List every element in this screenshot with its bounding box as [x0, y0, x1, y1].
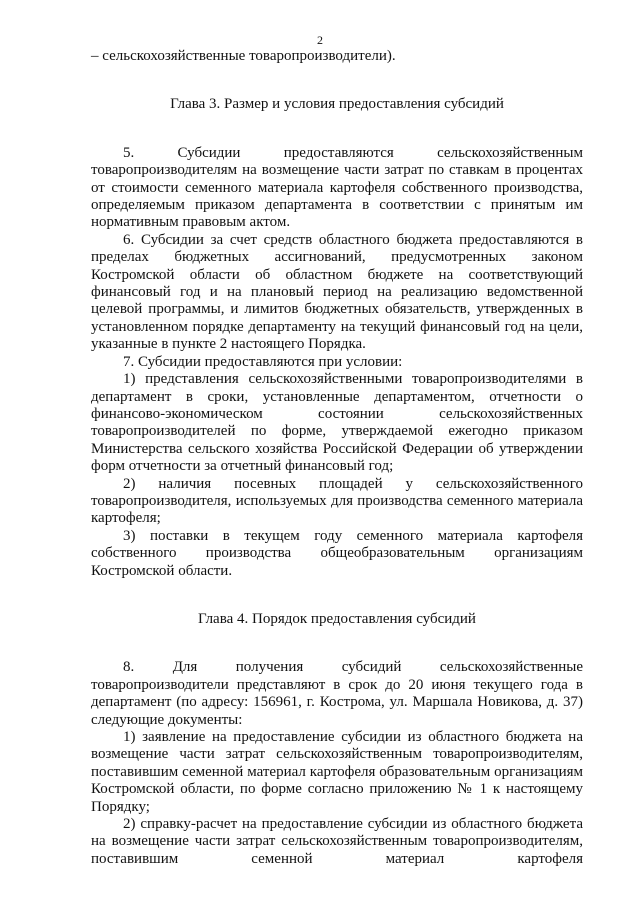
intro-line: – сельскохозяйственные товаропроизводители).: [91, 48, 396, 64]
paragraph-7: 7. Субсидии предоставляются при условии:: [123, 353, 403, 370]
paragraph-8: 8. Для получения субсидий сельскохозяйственные товаропроизводители представляют в срок до 20 июня текущего года в департамент (по адресу: 156961, г. Кострома, ул. Маршала Новикова, д. 37) следующие документы:: [91, 659, 583, 728]
paragraph-5: 5. Субсидии предоставляются сельскохозяйственным товаропроизводителям на возмещение части затрат по ставкам в процентах от стоимости семенного материала картофеля собственного производства, определяемым приказом департамента в соответствии с принятым им нормативным правовым актом.: [91, 144, 583, 231]
chapter-3-heading: Глава 3. Размер и условия предоставления субсидий: [170, 96, 504, 113]
paragraph-6: 6. Субсидии за счет средств областного бюджета предоставляются в пределах бюджетных ассигнований, предусмотренных законом Костромской области об областном бюджете на соответствующий финансовый год и на плановый период на реализацию ведомственной целевой программы, и лимитов бюджетных обязательств, утвержденных в установленном порядке департаменту на текущий финансовый год на цели, указанные в пункте 2 настоящего Порядка.: [91, 231, 583, 353]
chapter-4-heading: Глава 4. Порядок предоставления субсидий: [198, 610, 476, 627]
page-number: 2: [317, 33, 323, 47]
paragraph-8-item-1: 1) заявление на предоставление субсидии из областного бюджета на возмещение части затрат сельскохозяйственным товаропроизводителям, поставившим семенной материал картофеля образовательным организациям Костромской области, по форме согласно приложению № 1 к настоящему Порядку;: [91, 729, 583, 815]
paragraph-7-item-3: 3) поставки в текущем году семенного материала картофеля собственного производства общеобразовательным организациям Костромской области.: [91, 527, 583, 579]
document-body: [91, 48, 583, 868]
paragraph-7-item-2: 2) наличия посевных площадей у сельскохозяйственного товаропроизводителя, используемых для производства семенного материала картофеля;: [91, 475, 583, 527]
paragraph-7-item-1: 1) представления сельскохозяйственными товаропроизводителями в департамент в сроки, установленные департаментом, отчетности о финансово-экономическом состоянии сельскохозяйственных товаропроизводителей по форме, утверждаемой ежегодно приказом Министерства сельского хозяйства Российской Федерации об утверждении форм отчетности за отчетный финансовый год;: [91, 371, 583, 475]
paragraph-8-item-2: 2) справку-расчет на предоставление субсидии из областного бюджета на возмещение части затрат сельскохозяйственным товаропроизводителям, поставившим семенной материал картофеля: [91, 816, 583, 867]
